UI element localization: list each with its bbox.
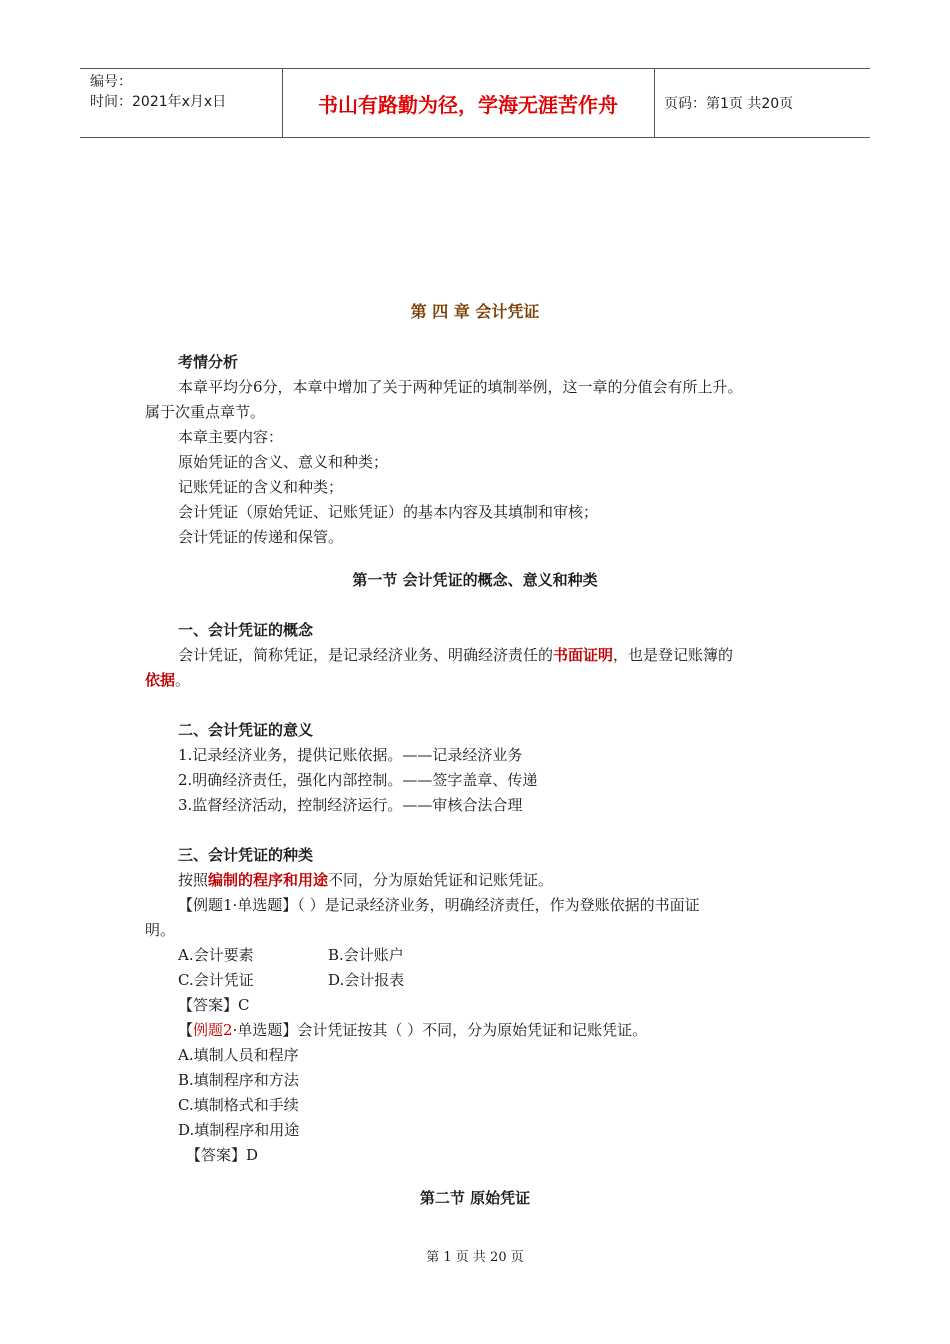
chapter-title: 第 四 章 会计凭证 (410, 302, 540, 321)
contents-item: 会计凭证的传递和保管。 (178, 528, 344, 546)
contents-item: 记账凭证的含义和种类； (178, 478, 344, 496)
analysis-paragraph: 本章平均分6分，本章中增加了关于两种凭证的填制举例，这一章的分值会有所上升。 (178, 378, 743, 396)
example1-question: 【例题1·单选题】（ ）是记录经济业务，明确经济责任，作为登账依据的书面证 (178, 896, 700, 914)
meaning-item: 1.记录经济业务，提供记账依据。——记录经济业务 (178, 746, 523, 764)
time-label: 时间：2021年x月x日 (90, 94, 227, 110)
contents-item: 原始凭证的含义、意义和种类； (178, 453, 389, 471)
example2-question (178, 1020, 647, 1040)
meaning-heading: 二、会计凭证的意义 (178, 721, 314, 739)
contents-label: 本章主要内容： (178, 428, 284, 446)
section1-title: 第一节 会计凭证的概念、意义和种类 (352, 571, 598, 589)
concept-highlight: 书面证明 (553, 646, 614, 664)
example2-bracket: 【 (178, 1021, 194, 1039)
types-highlight: 编制的程序和用途 (208, 871, 329, 889)
types-paragraph (178, 870, 553, 890)
example1-option: B.会计账户 (328, 946, 404, 964)
types-text: 不同，分为原始凭证和记账凭证。 (328, 871, 554, 889)
example2-answer: 【答案】D (186, 1146, 259, 1164)
page-header (80, 68, 870, 138)
concept-highlight: 依据 (145, 671, 176, 689)
contents-item: 会计凭证（原始凭证、记账凭证）的基本内容及其填制和审核； (178, 503, 599, 521)
number-label: 编号： (90, 74, 132, 90)
example2-text: ·单选题】会计凭证按其（ ）不同，分为原始凭证和记账凭证。 (232, 1021, 648, 1039)
meaning-item: 3.监督经济活动，控制经济运行。——审核合法合理 (178, 796, 523, 814)
header-page-info: 页码：第1页 共20页 (664, 96, 794, 112)
example1-option: D.会计报表 (328, 971, 405, 989)
concept-paragraph-cont (145, 670, 190, 690)
example1-answer: 【答案】C (178, 996, 250, 1014)
page-footer: 第 1 页 共 20 页 (426, 1250, 524, 1265)
concept-paragraph (178, 645, 733, 665)
analysis-paragraph-cont: 属于次重点章节。 (145, 403, 266, 421)
analysis-heading: 考情分析 (178, 353, 239, 371)
example1-question-cont: 明。 (145, 921, 176, 939)
concept-heading: 一、会计凭证的概念 (178, 621, 314, 639)
header-motto: 书山有路勤为径，学海无涯苦作舟 (282, 69, 655, 137)
concept-text: 会计凭证，简称凭证，是记录经济业务、明确经济责任的 (178, 646, 554, 664)
header-meta-cell (80, 69, 283, 137)
example2-option: A.填制人员和程序 (178, 1046, 299, 1064)
example2-option: D.填制程序和用途 (178, 1121, 300, 1139)
types-text: 按照 (178, 871, 209, 889)
concept-text: ，也是登记账簿的 (613, 646, 734, 664)
concept-text: 。 (175, 671, 191, 689)
example2-option: C.填制格式和手续 (178, 1096, 299, 1114)
types-heading: 三、会计凭证的种类 (178, 846, 314, 864)
meaning-item: 2.明确经济责任，强化内部控制。——签字盖章、传递 (178, 771, 538, 789)
section2-title: 第二节 原始凭证 (419, 1189, 531, 1207)
example2-label: 例题2 (193, 1021, 233, 1039)
example1-option: C.会计凭证 (178, 971, 254, 989)
example1-option: A.会计要素 (178, 946, 254, 964)
example2-option: B.填制程序和方法 (178, 1071, 299, 1089)
